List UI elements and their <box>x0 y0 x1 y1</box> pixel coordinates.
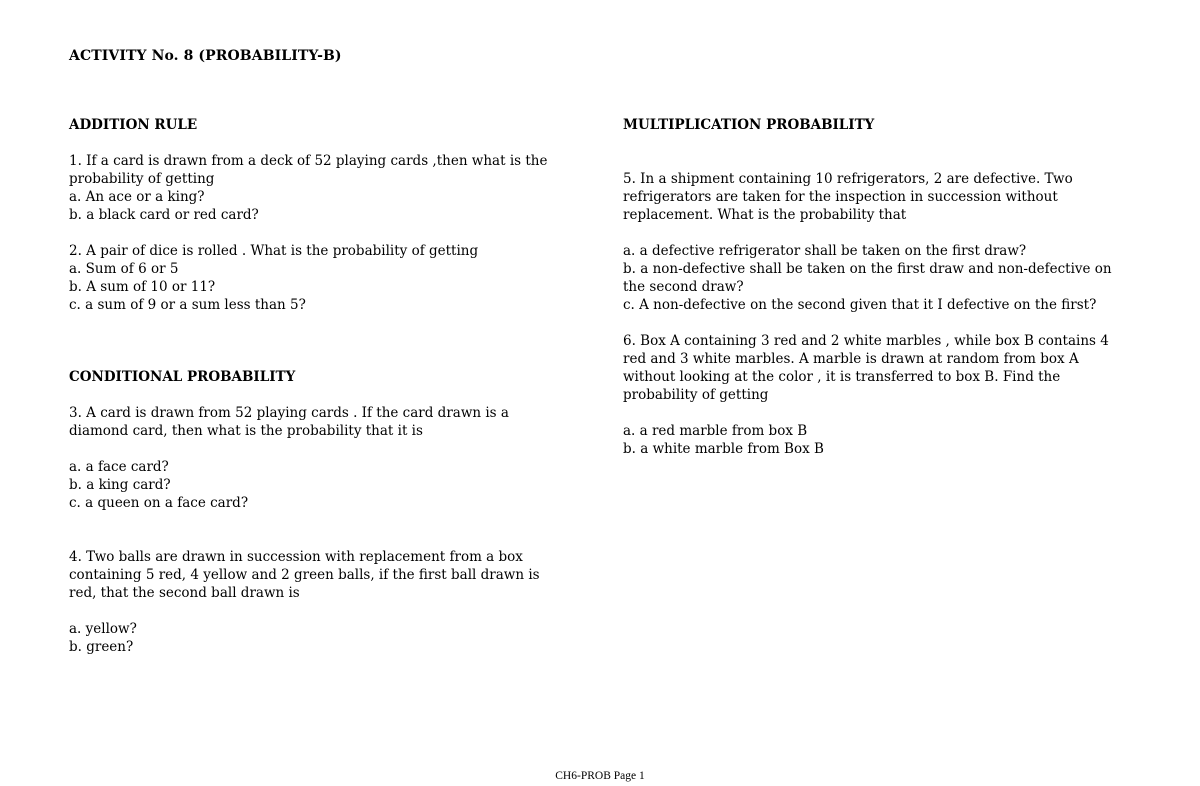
question-option: a. a red marble from box B <box>623 423 808 439</box>
question-3 <box>69 404 539 512</box>
right-column <box>623 116 1113 458</box>
addition-rule-heading: ADDITION RULE <box>69 117 198 133</box>
question-1 <box>69 152 548 224</box>
question-option: the second draw? <box>623 279 744 295</box>
question-line: red and 3 white marbles. A marble is drawn at random from box A <box>623 351 1079 367</box>
left-column <box>69 116 548 656</box>
question-line: 5. In a shipment containing 10 refrigerators, 2 are defective. Two <box>623 171 1073 187</box>
question-option: b. green? <box>69 639 134 655</box>
question-2 <box>69 242 539 314</box>
question-5 <box>623 170 1113 314</box>
question-option: c. a sum of 9 or a sum less than 5? <box>69 297 306 313</box>
question-option: b. a non-defective shall be taken on the first draw and non-defective on <box>623 261 1112 277</box>
question-option: b. a king card? <box>69 477 171 493</box>
question-4 <box>69 548 539 656</box>
question-option: a. yellow? <box>69 621 137 637</box>
question-line: without looking at the color , it is transferred to box B. Find the <box>623 369 1061 385</box>
multiplication-probability-heading: MULTIPLICATION PROBABILITY <box>623 117 875 133</box>
question-line: diamond card, then what is the probability that it is <box>69 423 423 439</box>
question-6 <box>623 332 1113 458</box>
question-line: probability of getting <box>623 387 769 403</box>
question-option: b. a white marble from Box B <box>623 441 824 457</box>
question-option: b. A sum of 10 or 11? <box>69 279 216 295</box>
question-option: a. Sum of 6 or 5 <box>69 261 179 277</box>
question-option: b. a black card or red card? <box>69 207 259 223</box>
question-option: a. An ace or a king? <box>69 189 205 205</box>
question-line: 4. Two balls are drawn in succession with replacement from a box <box>69 549 523 565</box>
question-line: 3. A card is drawn from 52 playing cards . If the card drawn is a <box>69 405 509 421</box>
question-line: 6. Box A containing 3 red and 2 white marbles , while box B contains 4 <box>623 333 1109 349</box>
question-line: 1. If a card is drawn from a deck of 52 playing cards ,then what is the <box>69 153 548 169</box>
question-line: replacement. What is the probability that <box>623 207 907 223</box>
question-option: a. a face card? <box>69 459 169 475</box>
question-line: probability of getting <box>69 171 215 187</box>
question-line: containing 5 red, 4 yellow and 2 green balls, if the first ball drawn is <box>69 567 540 583</box>
question-option: c. A non-defective on the second given that it I defective on the first? <box>623 297 1097 313</box>
question-line: refrigerators are taken for the inspection in succession without <box>623 189 1058 205</box>
question-line: 2. A pair of dice is rolled . What is the probability of getting <box>69 243 479 259</box>
page-footer: CH6-PROB Page 1 <box>555 770 645 782</box>
conditional-probability-heading: CONDITIONAL PROBABILITY <box>69 369 296 385</box>
question-line: red, that the second ball drawn is <box>69 585 300 601</box>
question-option: c. a queen on a face card? <box>69 495 249 511</box>
page-title: ACTIVITY No. 8 (PROBABILITY-B) <box>69 48 342 64</box>
question-option: a. a defective refrigerator shall be taken on the first draw? <box>623 243 1027 259</box>
